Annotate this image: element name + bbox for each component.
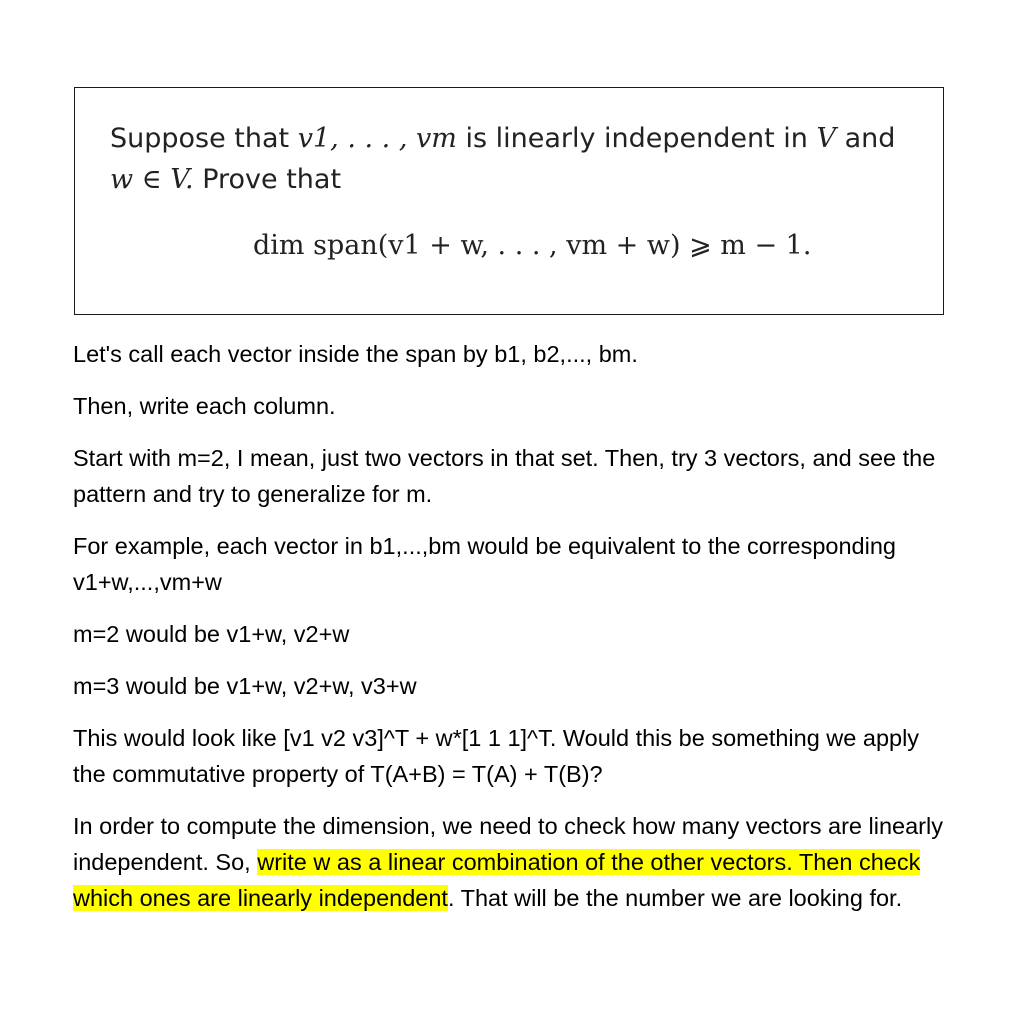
problem-statement-box xyxy=(74,87,944,315)
problem-text xyxy=(110,118,910,200)
answer-paragraph-3: Start with m=2, I mean, just two vectors in that set. Then, try 3 vectors, and see the pattern and try to generalize for m. xyxy=(73,445,936,507)
answer-paragraph-8 xyxy=(73,808,953,916)
answer-paragraph-5: m=2 would be v1+w, v2+w xyxy=(73,621,350,647)
answer-paragraph-2: Then, write each column. xyxy=(73,393,336,419)
answer-paragraph-4: For example, each vector in b1,...,bm would be equivalent to the corresponding v1+w,...,vm+w xyxy=(73,533,896,595)
problem-and: and xyxy=(844,123,896,154)
prove-that-text: Prove that xyxy=(202,164,342,195)
vector-list: v1, . . . , vm xyxy=(297,123,457,154)
space-symbol: V xyxy=(816,123,837,154)
dimension-inequality: dim span(v1 + w, . . . , vm + w) ⩾ m − 1. xyxy=(253,230,812,261)
answer-paragraph-8-start: In order to compute the dimension, we need to check how many vectors are linearly independent. So, xyxy=(73,813,943,875)
answer-text xyxy=(73,336,953,932)
answer-paragraph-1: Let's call each vector inside the span by b1, b2,..., bm. xyxy=(73,341,638,367)
answer-paragraph-6: m=3 would be v1+w, v2+w, v3+w xyxy=(73,673,417,699)
answer-paragraph-7: This would look like [v1 v2 v3]^T + w*[1 1 1]^T. Would this be something we apply the commutative property of T(A+B) = T(A) + T(B)? xyxy=(73,725,920,787)
highlighted-text: write w as a linear combination of the other vectors. Then check which ones are linearly independent xyxy=(73,849,921,911)
answer-paragraph-8-end: . That will be the number we are looking for. xyxy=(447,885,903,911)
problem-independence-text: is linearly independent in xyxy=(465,123,808,154)
problem-intro: Suppose that xyxy=(110,123,290,154)
membership-statement: w ∈ V. xyxy=(110,164,194,195)
